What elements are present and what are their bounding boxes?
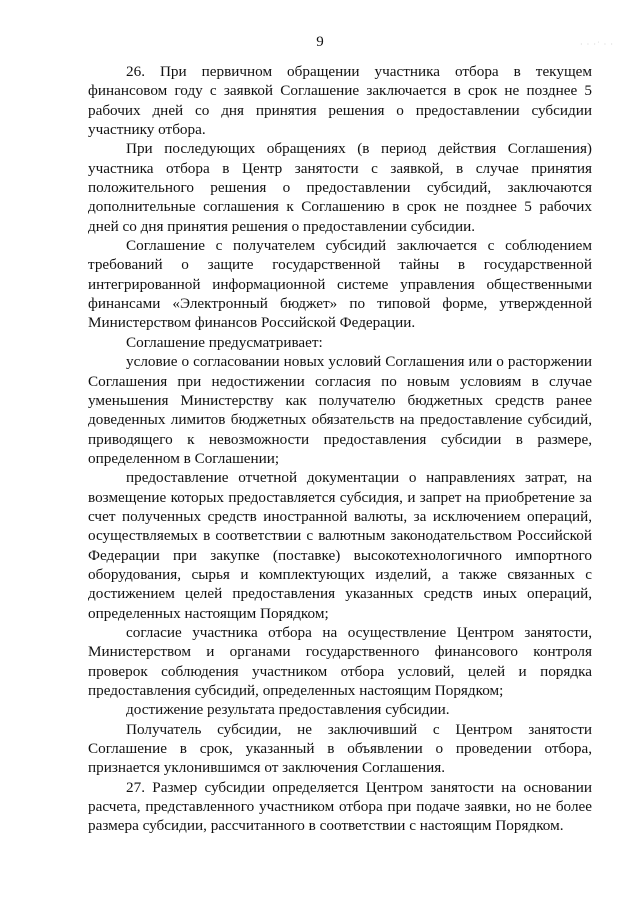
paragraph-result-achievement: достижение результата предоставления субсидии. <box>126 701 450 719</box>
paragraph-agreement-provides: Соглашение предусматривает: <box>126 333 323 351</box>
paragraph-evasion: Получатель субсидии, не заключивший с Центром занятости Соглашение в срок, указанный в объявлении о проведении отбора, признается уклонившимся от заключения Соглашения. <box>88 720 592 777</box>
paragraph-subsequent-requests: При последующих обращениях (в период действия Соглашения) участника отбора в Центр занятости с заявкой, в случае принятия положительного решения о предоставлении субсидий, заключаются дополнительные соглашения к Соглашению в срок не позднее 5 рабочих дней со дня принятия решения о предоставлении субсидии. <box>88 140 592 235</box>
paragraph-consent-inspections: согласие участника отбора на осуществление Центром занятости, Министерством и органами государственного финансового контроля проверок соблюдения участником отбора условий, целей и порядка предоставления субсидий, определенных настоящим Порядком; <box>88 623 592 699</box>
paragraph-condition-termination: условие о согласовании новых условий Соглашения или о расторжении Соглашения при недостижении согласия по новым условиям в случае уменьшения Министерству как получателю бюджетных средств ранее доведенных лимитов бюджетных обязательств на предоставление субсидий, приводящего к невозможности предоставления субсидии в размере, определенном в Соглашении; <box>88 353 592 467</box>
paragraph-agreement-requirements: Соглашение с получателем субсидий заключается с соблюдением требований о защите государственной тайны в государственной интегрированной информационной системе управления общественными финансами «Электронный бюджет» по типовой форме, утвержденной Министерством финансов Российской Федерации. <box>88 237 592 332</box>
scan-artifact: · · ·˙ · · <box>580 40 614 49</box>
document-body <box>88 62 592 836</box>
paragraph-clause-27: 27. Размер субсидии определяется Центром занятости на основании расчета, представленного участником отбора при подаче заявки, но не более размера субсидии, рассчитанного в соответствии с настоящим Порядком. <box>88 778 592 835</box>
paragraph-clause-26: 26. При первичном обращении участника отбора в текущем финансовом году с заявкой Соглашение заключается в срок не позднее 5 рабочих дней со дня принятия решения о предоставлении субсидии участнику отбора. <box>88 63 592 139</box>
page-number: 9 <box>316 34 324 50</box>
paragraph-reporting-documentation: предоставление отчетной документации о направлениях затрат, на возмещение которых предоставляется субсидия, и запрет на приобретение за счет полученных средств иностранной валюты, за исключением операций, осуществляемых в соответствии с валютным законодательством Российской Федерации при закупке (поставке) высокотехнологичного импортного оборудования, сырья и комплектующих изделий, а также связанных с достижением целей предоставления указанных средств иных операций, определенных настоящим Порядком; <box>88 469 592 622</box>
